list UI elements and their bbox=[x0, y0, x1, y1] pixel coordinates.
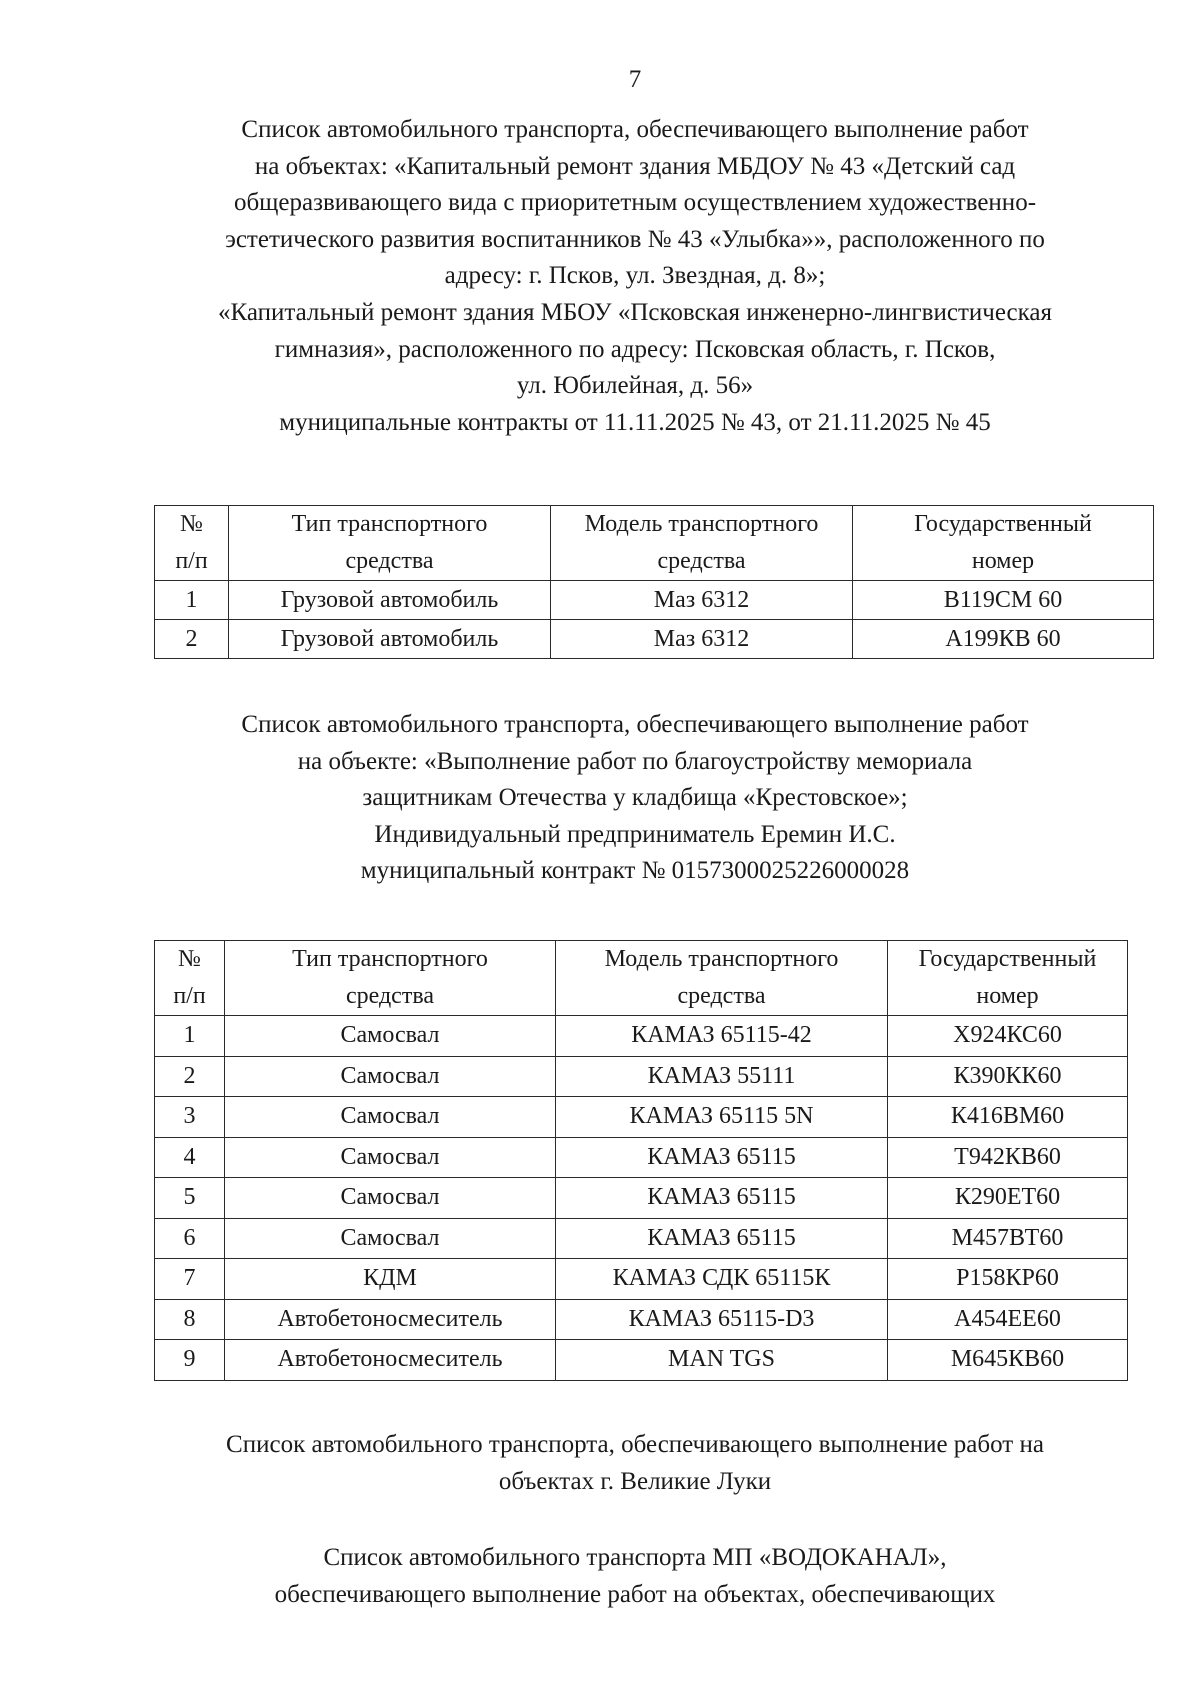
cell-vehicle-type: Грузовой автомобиль bbox=[229, 620, 551, 659]
cell-plate-number: К290ЕТ60 bbox=[888, 1178, 1128, 1219]
cell-vehicle-type: КДМ bbox=[225, 1259, 556, 1300]
heading-line: гимназия», расположенного по адресу: Псковская область, г. Псков, bbox=[274, 335, 996, 363]
cell-plate-number: М645КВ60 bbox=[888, 1340, 1128, 1381]
heading-line: Индивидуальный предприниматель Еремин И.С. bbox=[374, 820, 896, 848]
cell-number: 1 bbox=[155, 581, 229, 620]
section-1-heading bbox=[150, 112, 1120, 441]
header-vehicle-model: Модель транспортного средства bbox=[551, 506, 853, 581]
cell-number: 9 bbox=[155, 1340, 225, 1381]
cell-number: 4 bbox=[155, 1137, 225, 1178]
cell-vehicle-model: КАМАЗ 65115-D3 bbox=[556, 1299, 888, 1340]
cell-plate-number: К390КК60 bbox=[888, 1056, 1128, 1097]
vehicle-table-2 bbox=[154, 940, 1128, 1381]
cell-vehicle-model: КАМАЗ 65115 5N bbox=[556, 1097, 888, 1138]
cell-number: 5 bbox=[155, 1178, 225, 1219]
cell-plate-number: М457ВТ60 bbox=[888, 1218, 1128, 1259]
heading-line: Список автомобильного транспорта, обеспечивающего выполнение работ bbox=[241, 711, 1029, 738]
heading-line: защитникам Отечества у кладбища «Крестовское»; bbox=[362, 784, 908, 812]
heading-line: на объекте: «Выполнение работ по благоустройству мемориала bbox=[297, 747, 973, 775]
cell-number: 6 bbox=[155, 1218, 225, 1259]
cell-vehicle-model: Маз 6312 bbox=[551, 581, 853, 620]
table-row bbox=[155, 1340, 1128, 1381]
table-header-row bbox=[155, 941, 1128, 1016]
cell-vehicle-model: MAN TGS bbox=[556, 1340, 888, 1381]
cell-number: 2 bbox=[155, 1056, 225, 1097]
section-4-heading bbox=[150, 1540, 1120, 1613]
header-vehicle-type: Тип транспортного средства bbox=[225, 941, 556, 1016]
table-row bbox=[155, 1016, 1128, 1057]
header-plate-number: Государственный номер bbox=[853, 506, 1154, 581]
cell-vehicle-model: КАМАЗ 65115-42 bbox=[556, 1016, 888, 1057]
heading-line: обеспечивающего выполнение работ на объектах, обеспечивающих bbox=[274, 1580, 996, 1608]
heading-line: на объектах: «Капитальный ремонт здания МБДОУ № 43 «Детский сад bbox=[254, 152, 1016, 180]
table-row bbox=[155, 581, 1154, 620]
heading-line: «Капитальный ремонт здания МБОУ «Псковская инженерно-лингвистическая bbox=[217, 298, 1053, 326]
cell-number: 1 bbox=[155, 1016, 225, 1057]
cell-plate-number: Р158КР60 bbox=[888, 1259, 1128, 1300]
table-row bbox=[155, 1097, 1128, 1138]
header-plate-number: Государственный номер bbox=[888, 941, 1128, 1016]
heading-line: эстетического развития воспитанников № 43 «Улыбка»», расположенного по bbox=[225, 225, 1045, 253]
header-vehicle-type: Тип транспортного средства bbox=[229, 506, 551, 581]
cell-vehicle-type: Самосвал bbox=[225, 1178, 556, 1219]
table-row bbox=[155, 1259, 1128, 1300]
heading-line: адресу: г. Псков, ул. Звездная, д. 8»; bbox=[444, 262, 826, 290]
cell-number: 3 bbox=[155, 1097, 225, 1138]
page-number: 7 bbox=[628, 66, 642, 93]
cell-plate-number: К416ВМ60 bbox=[888, 1097, 1128, 1138]
table-row bbox=[155, 1178, 1128, 1219]
cell-vehicle-model: КАМАЗ 65115 bbox=[556, 1218, 888, 1259]
header-number: № п/п bbox=[155, 941, 225, 1016]
header-vehicle-model: Модель транспортного средства bbox=[556, 941, 888, 1016]
table-row bbox=[155, 1137, 1128, 1178]
header-number: № п/п bbox=[155, 506, 229, 581]
vehicle-table-1 bbox=[154, 505, 1154, 659]
heading-line: Список автомобильного транспорта МП «ВОДОКАНАЛ», bbox=[323, 1544, 947, 1571]
cell-plate-number: Х924КС60 bbox=[888, 1016, 1128, 1057]
cell-plate-number: В119СМ 60 bbox=[853, 581, 1154, 620]
cell-vehicle-type: Самосвал bbox=[225, 1097, 556, 1138]
cell-number: 8 bbox=[155, 1299, 225, 1340]
table-row bbox=[155, 620, 1154, 659]
heading-line: муниципальный контракт № 0157300025226000028 bbox=[360, 857, 910, 885]
cell-vehicle-model: Маз 6312 bbox=[551, 620, 853, 659]
heading-line: Список автомобильного транспорта, обеспечивающего выполнение работ bbox=[241, 116, 1029, 143]
table-header-row bbox=[155, 506, 1154, 581]
cell-plate-number: А199КВ 60 bbox=[853, 620, 1154, 659]
heading-line: Список автомобильного транспорта, обеспечивающего выполнение работ на bbox=[226, 1431, 1044, 1458]
heading-line: ул. Юбилейная, д. 56» bbox=[516, 372, 754, 400]
table-row bbox=[155, 1299, 1128, 1340]
section-2-heading bbox=[150, 707, 1120, 890]
cell-number: 7 bbox=[155, 1259, 225, 1300]
cell-vehicle-type: Грузовой автомобиль bbox=[229, 581, 551, 620]
heading-line: общеразвивающего вида с приоритетным осуществлением художественно- bbox=[233, 189, 1037, 217]
cell-vehicle-model: КАМАЗ 55111 bbox=[556, 1056, 888, 1097]
cell-vehicle-type: Самосвал bbox=[225, 1137, 556, 1178]
cell-plate-number: А454ЕЕ60 bbox=[888, 1299, 1128, 1340]
table-row bbox=[155, 1218, 1128, 1259]
cell-plate-number: Т942КВ60 bbox=[888, 1137, 1128, 1178]
cell-vehicle-type: Автобетоносмеситель bbox=[225, 1299, 556, 1340]
section-3-heading bbox=[150, 1427, 1120, 1500]
heading-line: объектах г. Великие Луки bbox=[498, 1467, 772, 1495]
cell-vehicle-model: КАМАЗ 65115 bbox=[556, 1137, 888, 1178]
heading-line: муниципальные контракты от 11.11.2025 № 43, от 21.11.2025 № 45 bbox=[279, 408, 991, 436]
cell-vehicle-type: Самосвал bbox=[225, 1016, 556, 1057]
cell-vehicle-type: Самосвал bbox=[225, 1056, 556, 1097]
cell-vehicle-model: КАМАЗ СДК 65115К bbox=[556, 1259, 888, 1300]
table-row bbox=[155, 1056, 1128, 1097]
cell-vehicle-type: Самосвал bbox=[225, 1218, 556, 1259]
cell-number: 2 bbox=[155, 620, 229, 659]
cell-vehicle-type: Автобетоносмеситель bbox=[225, 1340, 556, 1381]
cell-vehicle-model: КАМАЗ 65115 bbox=[556, 1178, 888, 1219]
